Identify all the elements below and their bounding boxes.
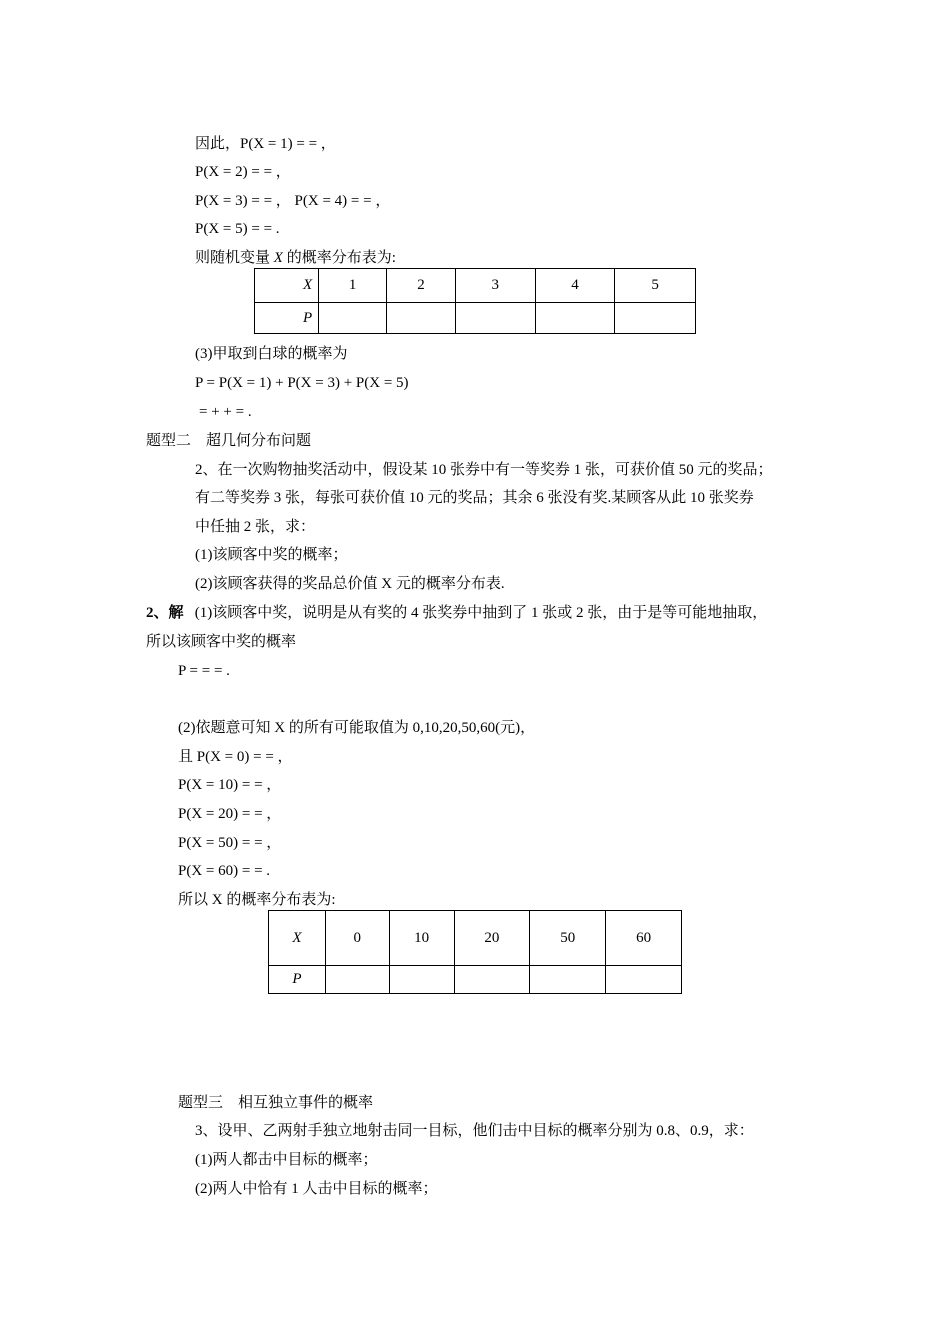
table-cell: 2 — [387, 269, 456, 303]
q3-title: (3)甲取到白球的概率为 — [195, 346, 348, 362]
formula-p5: P(X = 5) = = . — [195, 221, 280, 237]
q2-p60: P(X = 60) = = . — [178, 863, 271, 879]
table-cell: 5 — [615, 269, 696, 303]
solution-label: 2、解 — [146, 605, 184, 621]
q2-p10: P(X = 10) = = ， — [178, 777, 282, 793]
formula-p2: P(X = 2) = = ， — [195, 164, 291, 180]
distribution-table-1 — [254, 268, 696, 334]
text: 的概率分布表为: — [286, 250, 396, 266]
text: 则随机变量 — [195, 250, 271, 266]
q2-p20: P(X = 20) = = ， — [178, 806, 282, 822]
table-cell-empty — [325, 966, 389, 994]
header-x: X — [269, 911, 326, 966]
table-cell-empty — [387, 303, 456, 334]
q2-p0: 且 P(X = 0) = = ， — [178, 749, 293, 765]
problem-2-line-1: 2、在一次购物抽奖活动中，假设某 10 张券中有一等奖券 1 张，可获价值 50 元的奖品； — [195, 462, 773, 478]
table-cell: 10 — [389, 911, 454, 966]
distribution-table-2 — [268, 910, 682, 994]
table-cell-empty — [389, 966, 454, 994]
table-cell-empty — [454, 966, 530, 994]
section-heading-2: 题型二 超几何分布问题 — [146, 433, 312, 449]
header-p: P — [255, 303, 319, 334]
solution-2-line-2: 所以该顾客中奖的概率 — [146, 634, 297, 650]
table-intro-1 — [195, 248, 396, 268]
problem-2-line-3: 中任抽 2 张，求： — [195, 519, 316, 535]
table-cell-empty — [606, 966, 682, 994]
formula-p1: P(X = 1) = = ， — [240, 136, 336, 152]
table-cell: 4 — [535, 269, 615, 303]
table-cell-empty — [530, 966, 606, 994]
table-cell: 60 — [606, 911, 682, 966]
line-p1 — [195, 134, 336, 154]
header-x: X — [255, 269, 319, 303]
table-cell: 3 — [455, 269, 535, 303]
q2-intro: (2)依题意可知 X 的所有可能取值为 0,10,20,50,60(元)， — [178, 720, 536, 736]
problem-3: 3、设甲、乙两射手独立地射击同一目标，他们击中目标的概率分别为 0.8、0.9，求： — [195, 1123, 754, 1139]
table-cell-empty — [615, 303, 696, 334]
solution-2-p: P = = = . — [178, 663, 230, 679]
text-prefix: 因此， — [195, 136, 241, 152]
table-cell: 20 — [454, 911, 530, 966]
problem-2-q2: (2)该顾客获得的奖品总价值 X 元的概率分布表. — [195, 576, 505, 592]
q3-formula: P = P(X = 1) + P(X = 3) + P(X = 5) — [195, 375, 409, 391]
line-p3-p4 — [195, 191, 390, 211]
problem-2-line-2: 有二等奖券 3 张，每张可获价值 10 元的奖品；其余 6 张没有奖.某顾客从此 10 张奖券 — [195, 490, 754, 506]
formula-p4: P(X = 4) = = ， — [294, 193, 391, 209]
table-cell-empty — [455, 303, 535, 334]
problem-2-q1: (1)该顾客中奖的概率； — [195, 547, 348, 563]
problem-3-q2: (2)两人中恰有 1 人击中目标的概率； — [195, 1181, 438, 1197]
table-cell: 0 — [325, 911, 389, 966]
problem-3-q1: (1)两人都击中目标的概率； — [195, 1152, 378, 1168]
formula-p3: P(X = 3) = = ， — [195, 193, 291, 209]
q2-table-intro: 所以 X 的概率分布表为: — [178, 892, 336, 908]
table-cell-empty — [535, 303, 615, 334]
q3-sum: = + + = . — [199, 404, 252, 420]
solution-text: (1)该顾客中奖，说明是从有奖的 4 张奖券中抽到了 1 张或 2 张，由于是等可能地抽取， — [194, 605, 768, 621]
solution-2-line-1 — [146, 603, 767, 623]
var-x: X — [273, 250, 283, 266]
table-cell: 1 — [319, 269, 387, 303]
q2-p50: P(X = 50) = = ， — [178, 835, 282, 851]
header-p: P — [269, 966, 326, 994]
section-heading-3: 题型三 相互独立事件的概率 — [178, 1095, 374, 1111]
table-cell-empty — [319, 303, 387, 334]
table-cell: 50 — [530, 911, 606, 966]
